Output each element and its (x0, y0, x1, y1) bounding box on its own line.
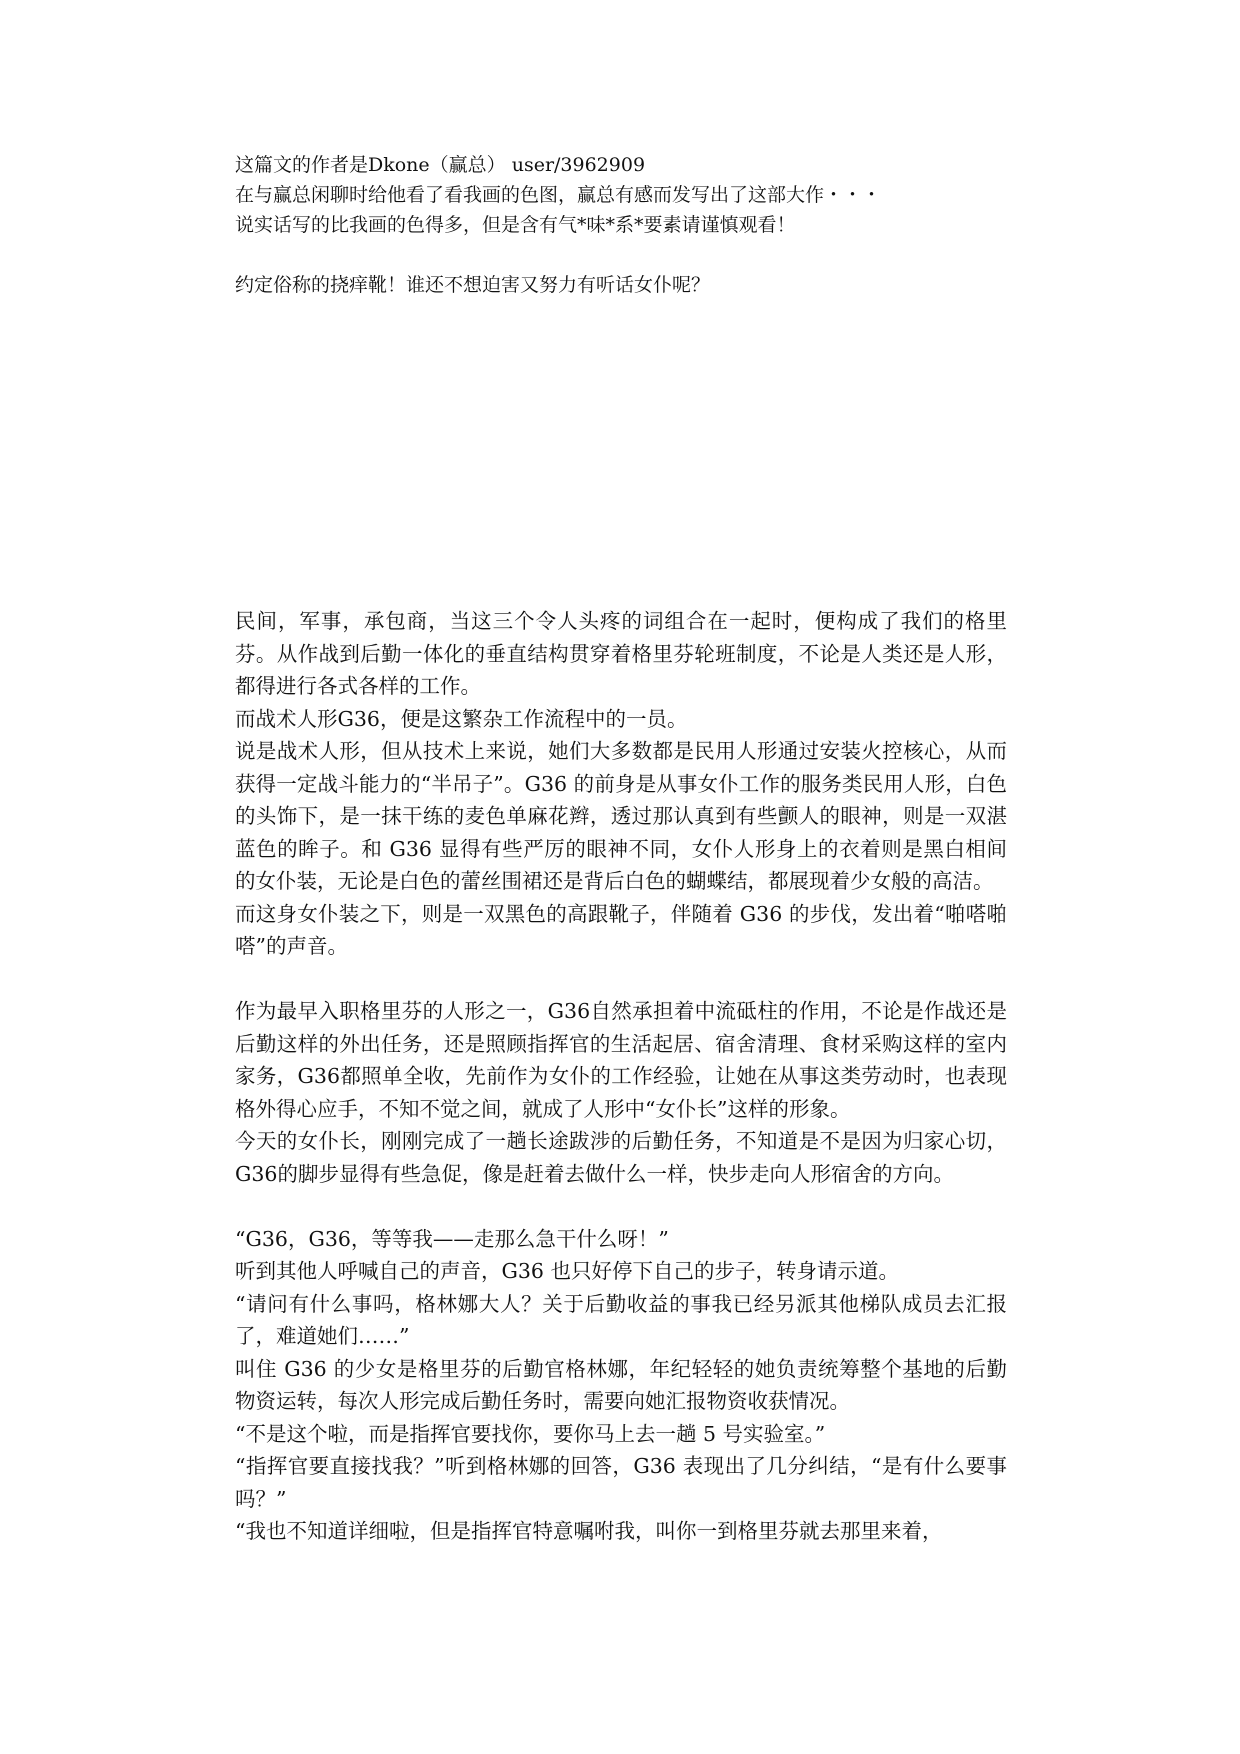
story-body (235, 605, 1007, 1548)
blank-line (235, 240, 1007, 270)
dialogue-line: “指挥官要直接找我？”听到格林娜的回答，G36 表现出了几分纠结，“是有什么要事吗？” (235, 1454, 1007, 1511)
author-credit-line: 这篇文的作者是Dkone（赢总） user/3962909 (235, 154, 646, 176)
dialogue-line: “请问有什么事吗，格林娜大人？关于后勤收益的事我已经另派其他梯队成员去汇报了，难道她们……” (235, 1291, 1007, 1348)
author-note-line: 在与赢总闲聊时给他看了看我画的色图，赢总有感而发写出了这部大作・・・ (235, 184, 882, 206)
content-warning-line: 说实话写的比我画的色得多，但是含有气*味*系*要素请谨慎观看！ (235, 214, 796, 236)
story-paragraph: 今天的女仆长，刚刚完成了一趟长途跋涉的后勤任务，不知道是不是因为归家心切，G36的脚步显得有些急促，像是赶着去做什么一样，快步走向人形宿舍的方向。 (235, 1129, 1007, 1186)
author-note (235, 150, 1007, 300)
story-paragraph: 作为最早入职格里芬的人形之一，G36自然承担着中流砥柱的作用，不论是作战还是后勤这样的外出任务，还是照顾指挥官的生活起居、宿舍清理、食材采购这样的室内家务，G36都照单全收，先前作为女仆的工作经验，让她在从事这类劳动时，也表现格外得心应手，不知不觉之间，就成了人形中“女仆长”这样的形象。 (235, 999, 1007, 1121)
story-paragraph: 说是战术人形，但从技术上来说，她们大多数都是民用人形通过安装火控核心，从而获得一定战斗能力的“半吊子”。G36 的前身是从事女仆工作的服务类民用人形，白色的头饰下，是一抹干练的麦色单麻花辫，透过那认真到有些颤人的眼神，则是一双湛蓝色的眸子。和 G36 显得有些严厉的眼神不同，女仆人形身上的衣着则是黑白相间的女仆装，无论是白色的蕾丝围裙还是背后白色的蝴蝶结，都展现着少女般的高洁。 (235, 739, 1007, 893)
story-paragraph: 而这身女仆装之下，则是一双黑色的高跟靴子，伴随着 G36 的步伐，发出着“啪嗒啪嗒”的声音。 (235, 901, 1007, 958)
tagline: 约定俗称的挠痒靴！谁还不想迫害又努力有听话女仆呢？ (235, 274, 711, 296)
story-paragraph: 而战术人形G36，便是这繁杂工作流程中的一员。 (235, 706, 688, 731)
story-paragraph: 叫住 G36 的少女是格里芬的后勤官格林娜，年纪轻轻的她负责统筹整个基地的后勤物资运转，每次人形完成后勤任务时，需要向她汇报物资收获情况。 (235, 1356, 1007, 1413)
blank-line (235, 1190, 1007, 1223)
blank-line (235, 963, 1007, 996)
dialogue-line: “不是这个啦，而是指挥官要找你，要你马上去一趟 5 号实验室。” (235, 1421, 826, 1446)
story-paragraph: 听到其他人呼喊自己的声音，G36 也只好停下自己的步子，转身请示道。 (235, 1259, 899, 1283)
dialogue-line: “我也不知道详细啦，但是指挥官特意嘱咐我，叫你一到格里芬就去那里来着， (235, 1519, 943, 1543)
dialogue-line: “G36，G36，等等我——走那么急干什么呀！” (235, 1226, 669, 1251)
story-paragraph: 民间，军事，承包商，当这三个令人头疼的词组合在一起时，便构成了我们的格里芬。从作战到后勤一体化的垂直结构贯穿着格里芬轮班制度，不论是人类还是人形，都得进行各式各样的工作。 (235, 609, 1007, 698)
